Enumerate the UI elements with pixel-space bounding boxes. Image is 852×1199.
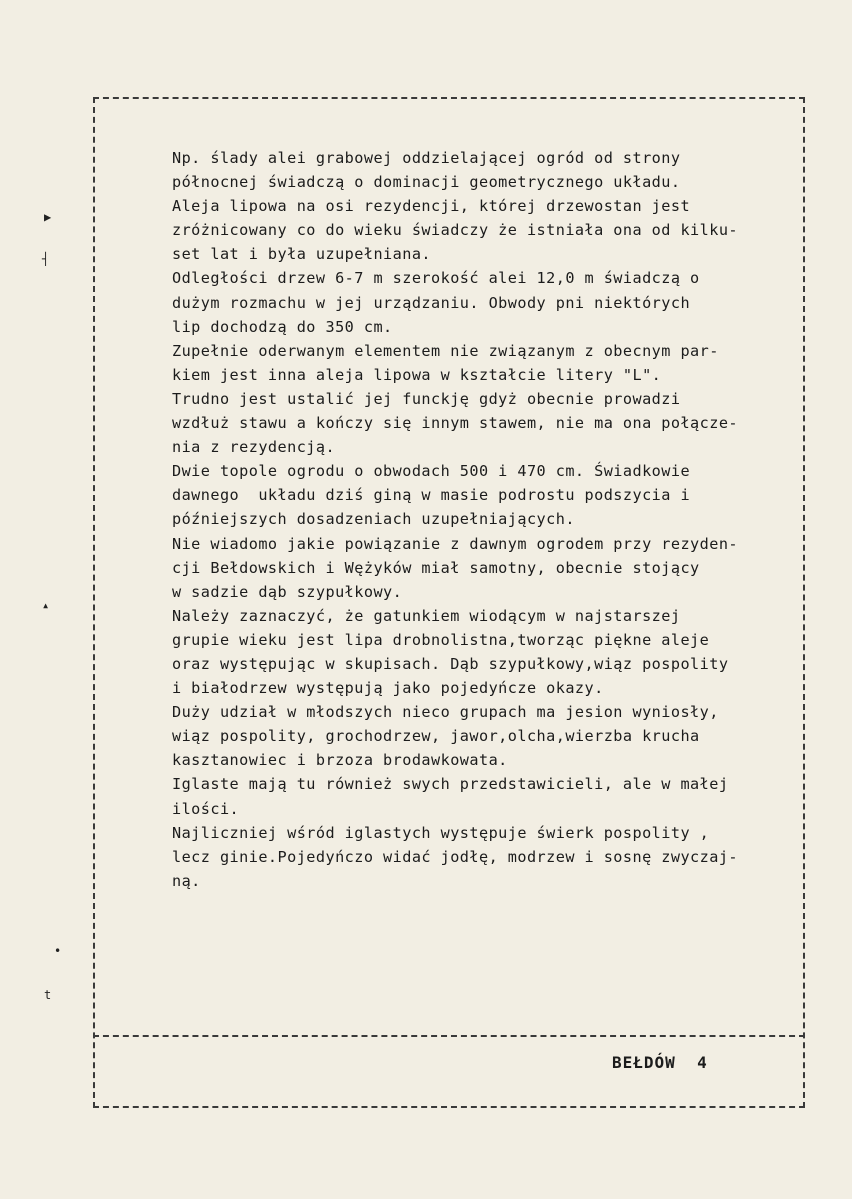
- text-line: nia z rezydencją.: [172, 438, 336, 457]
- paragraph: [172, 146, 796, 194]
- text-line: dawnego układu dziś giną w masie podrostu podszycia i: [172, 486, 691, 505]
- binding-mark: ▶: [44, 210, 52, 224]
- binding-mark: ▴: [42, 598, 50, 612]
- paragraph: [172, 266, 796, 338]
- paragraph: [172, 700, 796, 772]
- text-line: północnej świadczą o dominacji geometrycznego układu.: [172, 173, 681, 192]
- text-line: i białodrzew występują jako pojedyńcze okazy.: [172, 679, 604, 698]
- dashed-frame-right: [803, 97, 805, 1108]
- text-line: późniejszych dosadzeniach uzupełniających.: [172, 510, 575, 529]
- text-line: ną.: [172, 871, 201, 890]
- text-line: dużym rozmachu w jej urządzaniu. Obwody pni niektórych: [172, 293, 691, 312]
- paragraph: [172, 772, 796, 820]
- text-line: grupie wieku jest lipa drobnolistna,tworząc piękne aleje: [172, 630, 710, 649]
- text-line: ilości.: [172, 799, 240, 818]
- text-line: set lat i była uzupełniana.: [172, 245, 432, 264]
- text-line: zróżnicowany co do wieku świadczy że istniała ona od kilku-: [172, 221, 739, 240]
- paragraph: [172, 194, 796, 266]
- text-line: Np. ślady alei grabowej oddzielającej ogród od strony: [172, 149, 681, 167]
- text-line: wzdłuż stawu a kończy się innym stawem, nie ma ona połącze-: [172, 414, 739, 433]
- binding-mark: •: [54, 944, 62, 958]
- text-line: Najliczniej wśród iglastych występuje świerk pospolity ,: [172, 823, 710, 842]
- typewritten-body: [172, 146, 796, 893]
- dashed-frame-bottom: [93, 1106, 805, 1108]
- paragraph: [172, 821, 796, 893]
- text-line: wiąz pospolity, grochodrzew, jawor,olcha,wierzba krucha: [172, 727, 700, 746]
- text-line: cji Bełdowskich i Wężyków miał samotny, obecnie stojący: [172, 558, 700, 577]
- text-line: Odległości drzew 6-7 m szerokość alei 12,0 m świadczą o: [172, 269, 700, 288]
- text-line: Aleja lipowa na osi rezydencji, której drzewostan jest: [172, 197, 691, 216]
- text-line: oraz występując w skupisach. Dąb szypułkowy,wiąz pospolity: [172, 654, 729, 673]
- text-line: lip dochodzą do 350 cm.: [172, 317, 393, 336]
- text-line: lecz ginie.Pojedyńczo widać jodłę, modrzew i sosnę zwyczaj-: [172, 847, 739, 866]
- text-line: Trudno jest ustalić jej funckję gdyż obecnie prowadzi: [172, 389, 681, 408]
- text-line: w sadzie dąb szypułkowy.: [172, 582, 403, 601]
- paragraph: [172, 532, 796, 604]
- text-line: Zupełnie oderwanym elementem nie związanym z obecnym par-: [172, 341, 719, 360]
- text-line: Dwie topole ogrodu o obwodach 500 i 470 cm. Świadkowie: [172, 462, 691, 481]
- dashed-frame-divider: [93, 1035, 805, 1037]
- paragraph: [172, 604, 796, 700]
- dashed-frame-left: [93, 97, 95, 1108]
- text-line: Duży udział w młodszych nieco grupach ma jesion wyniosły,: [172, 703, 719, 722]
- paragraph: [172, 339, 796, 387]
- dashed-frame-top: [93, 97, 805, 99]
- page-footer-label: BEŁDÓW 4: [612, 1053, 708, 1072]
- text-line: Nie wiadomo jakie powiązanie z dawnym ogrodem przy rezyden-: [172, 534, 739, 553]
- text-line: kiem jest inna aleja lipowa w kształcie litery "L".: [172, 365, 662, 384]
- text-line: kasztanowiec i brzoza brodawkowata.: [172, 751, 508, 770]
- binding-mark: ┤: [42, 252, 50, 266]
- paragraph: [172, 387, 796, 459]
- paragraph: [172, 459, 796, 531]
- text-line: Należy zaznaczyć, że gatunkiem wiodącym w najstarszej: [172, 606, 681, 625]
- text-line: Iglaste mają tu również swych przedstawicieli, ale w małej: [172, 775, 729, 794]
- binding-mark: t: [44, 988, 52, 1002]
